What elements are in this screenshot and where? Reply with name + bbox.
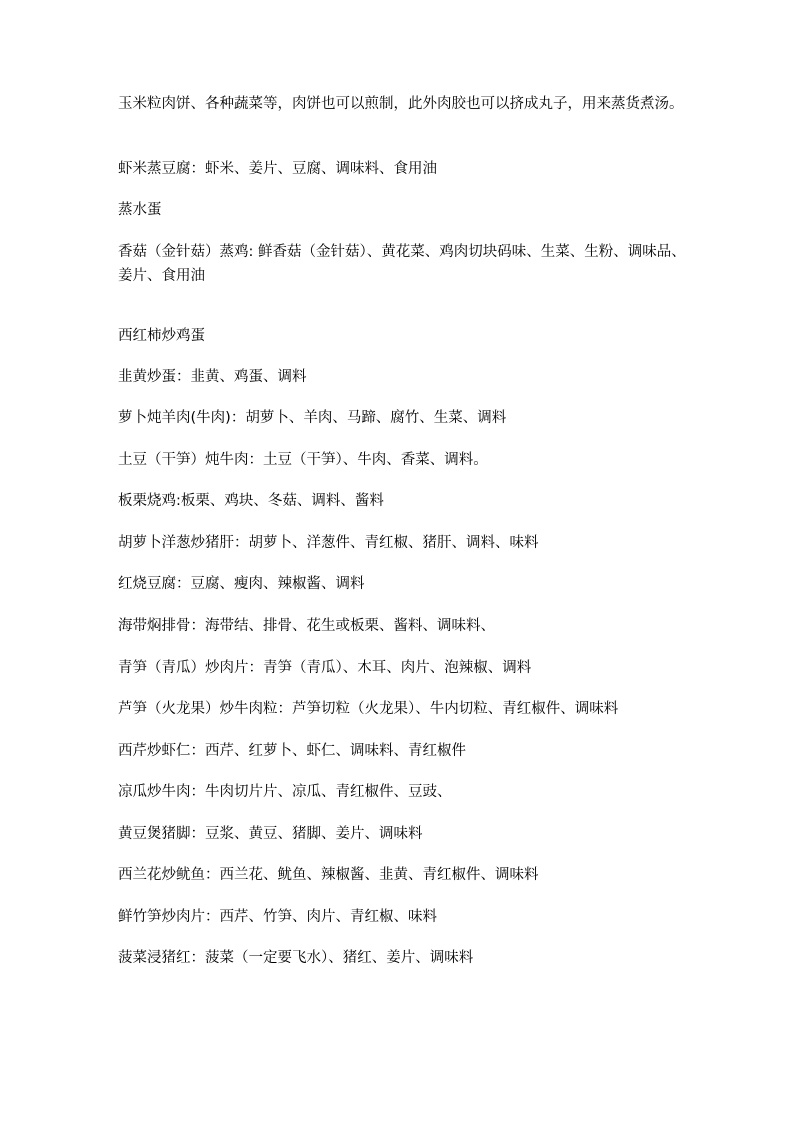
recipe-line: 海带焖排骨：海带结、排骨、花生或板栗、酱料、调味料、 [118, 618, 495, 634]
paragraph-intro-text: 玉米粒肉饼、各种蔬菜等，肉饼也可以煎制，此外肉胶也可以挤成丸子，用来蒸货煮汤。 [118, 96, 684, 112]
recipe-line: 西芹炒虾仁：西芹、红萝卜、虾仁、调味料、青红椒件 [118, 743, 466, 759]
recipe-line: 板栗烧鸡:板栗、鸡块、冬菇、调料、酱料 [118, 493, 384, 509]
recipe-line: 青笋（青瓜）炒肉片：青笋（青瓜）、木耳、肉片、泡辣椒、调料 [118, 660, 532, 676]
recipe-line: 西红柿炒鸡蛋 [118, 328, 205, 344]
recipe-line: 韭黄炒蛋：韭黄、鸡蛋、调料 [118, 369, 307, 385]
recipe-line: 鲜竹笋炒肉片：西芹、竹笋、肉片、青红椒、味料 [118, 909, 437, 925]
recipe-line: 黄豆煲猪脚：豆浆、黄豆、猪脚、姜片、调味料 [118, 826, 423, 842]
recipe-line: 蒸水蛋 [118, 202, 162, 218]
recipe-line: 胡萝卜洋葱炒猪肝：胡萝卜、洋葱件、青红椒、猪肝、调料、味料 [118, 535, 539, 551]
recipe-line: 菠菜浸猪红：菠菜（一定要飞水）、猪红、姜片、调味料 [118, 950, 474, 966]
recipe-line: 红烧豆腐：豆腐、瘦肉、辣椒酱、调料 [118, 576, 365, 592]
recipe-line: 虾米蒸豆腐：虾米、姜片、豆腐、调味料、食用油 [118, 161, 437, 177]
recipe-line: 芦笋（火龙果）炒牛肉粒：芦笋切粒（火龙果）、牛内切粒、青红椒件、调味料 [118, 701, 619, 717]
recipe-line: 西兰花炒鱿鱼：西兰花、鱿鱼、辣椒酱、韭黄、青红椒件、调味料 [118, 867, 539, 883]
recipe-line: 香菇（金针菇）蒸鸡: 鲜香菇（金针菇）、黄花菜、鸡肉切块码味、生菜、生粉、调味品、姜片、食用油 [118, 244, 686, 284]
recipe-line: 土豆（干笋）炖牛肉：土豆（干笋）、牛肉、香菜、调料。 [118, 452, 488, 468]
recipe-line: 凉瓜炒牛肉：牛肉切片片、凉瓜、青红椒件、豆豉、 [118, 784, 452, 800]
recipe-line: 萝卜炖羊肉(牛肉)：胡萝卜、羊肉、马蹄、腐竹、生菜、调料 [118, 410, 507, 426]
